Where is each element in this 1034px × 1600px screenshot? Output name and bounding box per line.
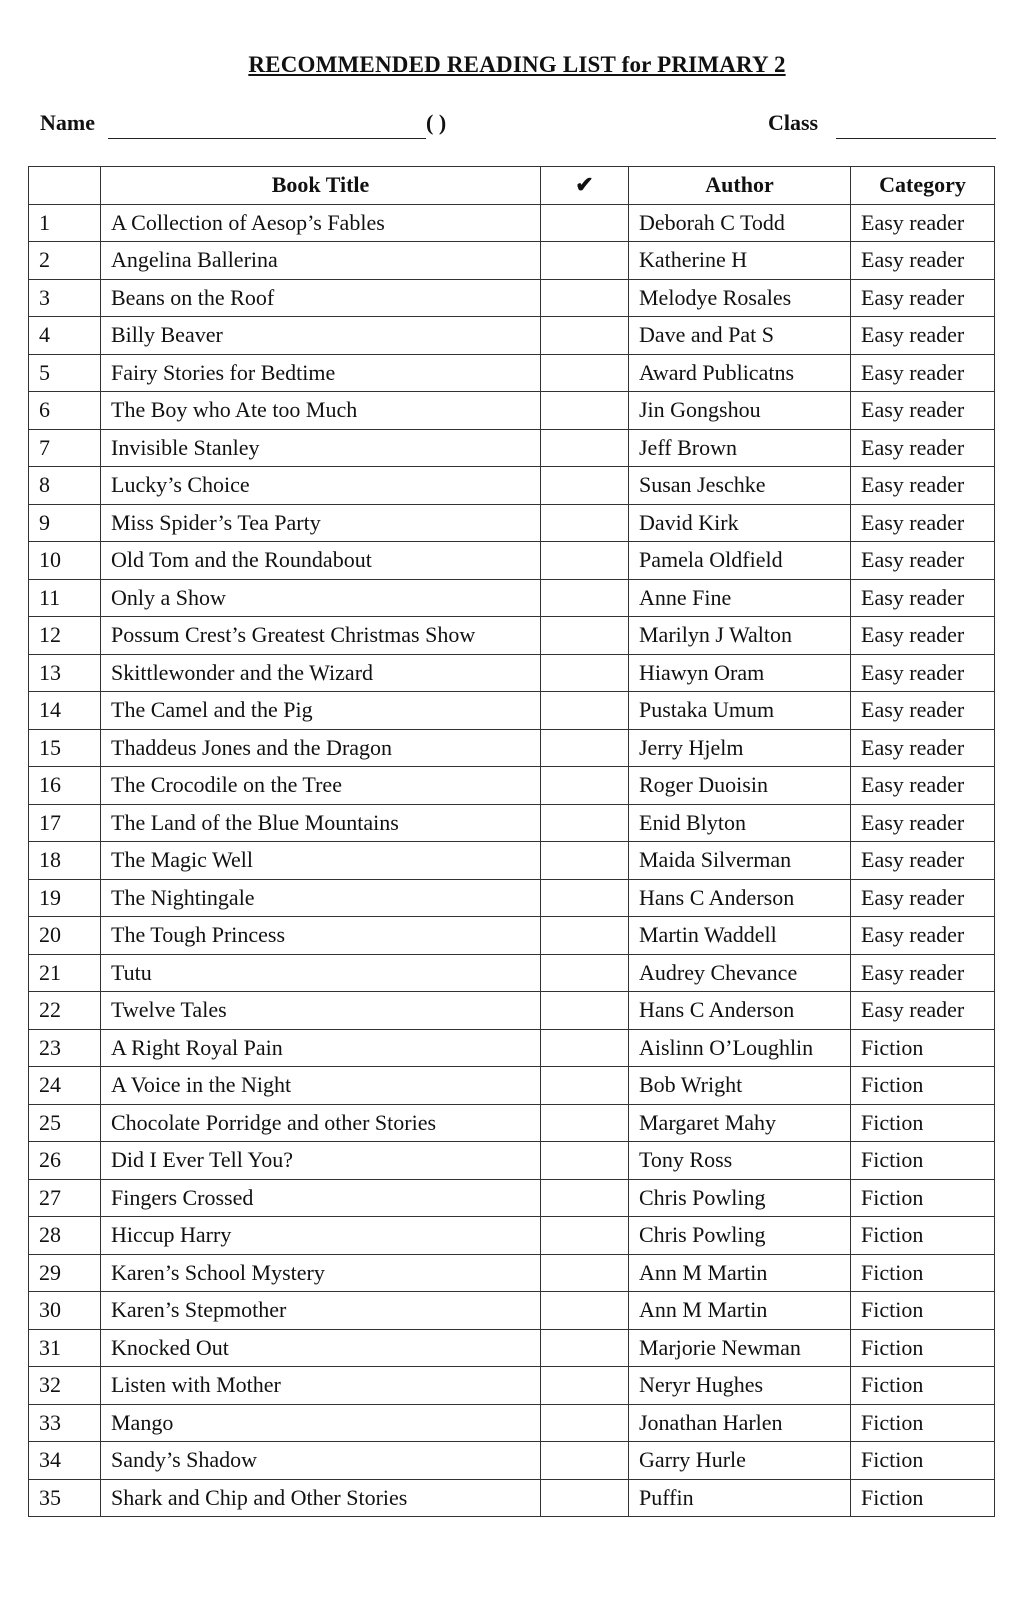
- table-row: [29, 542, 995, 580]
- category: Fiction: [851, 1142, 995, 1180]
- check-box[interactable]: [541, 1142, 629, 1180]
- category: Fiction: [851, 1292, 995, 1330]
- table-row: [29, 1104, 995, 1142]
- check-box[interactable]: [541, 1479, 629, 1517]
- row-number: 11: [29, 579, 101, 617]
- row-number: 22: [29, 992, 101, 1030]
- author-name: Garry Hurle: [629, 1442, 851, 1480]
- table-row: [29, 317, 995, 355]
- table-row: [29, 429, 995, 467]
- row-number: 17: [29, 804, 101, 842]
- category: Easy reader: [851, 317, 995, 355]
- check-box[interactable]: [541, 954, 629, 992]
- author-name: Anne Fine: [629, 579, 851, 617]
- author-name: Hans C Anderson: [629, 992, 851, 1030]
- row-number: 26: [29, 1142, 101, 1180]
- row-number: 2: [29, 242, 101, 280]
- category-header: Category: [851, 167, 995, 205]
- row-number: 19: [29, 879, 101, 917]
- check-box[interactable]: [541, 1029, 629, 1067]
- book-title: The Boy who Ate too Much: [101, 392, 541, 430]
- author-name: Chris Powling: [629, 1179, 851, 1217]
- book-title: Lucky’s Choice: [101, 467, 541, 505]
- category: Easy reader: [851, 392, 995, 430]
- table-row: [29, 1404, 995, 1442]
- author-name: Maida Silverman: [629, 842, 851, 880]
- author-name: Marjorie Newman: [629, 1329, 851, 1367]
- table-row: [29, 954, 995, 992]
- table-row: [29, 1029, 995, 1067]
- book-title: Chocolate Porridge and other Stories: [101, 1104, 541, 1142]
- author-name: Jerry Hjelm: [629, 729, 851, 767]
- book-title: Karen’s Stepmother: [101, 1292, 541, 1330]
- table-row: [29, 1329, 995, 1367]
- category: Easy reader: [851, 804, 995, 842]
- table-row: [29, 617, 995, 655]
- category: Easy reader: [851, 579, 995, 617]
- book-title: A Right Royal Pain: [101, 1029, 541, 1067]
- author-name: Aislinn O’Loughlin: [629, 1029, 851, 1067]
- table-row: [29, 467, 995, 505]
- table-row: [29, 842, 995, 880]
- row-number: 1: [29, 204, 101, 242]
- book-title: Listen with Mother: [101, 1367, 541, 1405]
- category: Easy reader: [851, 204, 995, 242]
- row-number: 5: [29, 354, 101, 392]
- row-number: 28: [29, 1217, 101, 1255]
- row-number: 35: [29, 1479, 101, 1517]
- row-number: 6: [29, 392, 101, 430]
- category: Easy reader: [851, 467, 995, 505]
- book-title: Karen’s School Mystery: [101, 1254, 541, 1292]
- check-box[interactable]: [541, 917, 629, 955]
- name-field[interactable]: [108, 138, 426, 139]
- category: Fiction: [851, 1067, 995, 1105]
- row-number: 20: [29, 917, 101, 955]
- table-row: [29, 917, 995, 955]
- check-box[interactable]: [541, 1292, 629, 1330]
- book-title: Thaddeus Jones and the Dragon: [101, 729, 541, 767]
- check-box[interactable]: [541, 1067, 629, 1105]
- author-name: Bob Wright: [629, 1067, 851, 1105]
- book-title: Only a Show: [101, 579, 541, 617]
- table-row: [29, 692, 995, 730]
- check-box[interactable]: [541, 1179, 629, 1217]
- row-number: 25: [29, 1104, 101, 1142]
- table-row: [29, 729, 995, 767]
- check-box[interactable]: [541, 279, 629, 317]
- check-box[interactable]: [541, 354, 629, 392]
- author-name: Martin Waddell: [629, 917, 851, 955]
- row-number: 34: [29, 1442, 101, 1480]
- row-number: 15: [29, 729, 101, 767]
- category: Easy reader: [851, 954, 995, 992]
- category: Easy reader: [851, 542, 995, 580]
- student-info-row: [40, 110, 1000, 142]
- author-name: Susan Jeschke: [629, 467, 851, 505]
- check-box[interactable]: [541, 542, 629, 580]
- book-title: The Land of the Blue Mountains: [101, 804, 541, 842]
- author-name: Hans C Anderson: [629, 879, 851, 917]
- check-box[interactable]: [541, 804, 629, 842]
- row-number: 12: [29, 617, 101, 655]
- category: Easy reader: [851, 617, 995, 655]
- table-row: [29, 354, 995, 392]
- check-box[interactable]: [541, 842, 629, 880]
- author-name: Pustaka Umum: [629, 692, 851, 730]
- row-number: 9: [29, 504, 101, 542]
- book-title: A Voice in the Night: [101, 1067, 541, 1105]
- author-name: Award Publicatns: [629, 354, 851, 392]
- book-title: The Nightingale: [101, 879, 541, 917]
- row-number: 3: [29, 279, 101, 317]
- category: Easy reader: [851, 692, 995, 730]
- author-name: Ann M Martin: [629, 1254, 851, 1292]
- check-box[interactable]: [541, 1367, 629, 1405]
- table-row: [29, 204, 995, 242]
- row-number: 16: [29, 767, 101, 805]
- author-name: Margaret Mahy: [629, 1104, 851, 1142]
- table-row: [29, 242, 995, 280]
- check-box[interactable]: [541, 467, 629, 505]
- page-title: RECOMMENDED READING LIST for PRIMARY 2: [248, 52, 786, 77]
- author-name: Chris Powling: [629, 1217, 851, 1255]
- category: Easy reader: [851, 654, 995, 692]
- row-number: 31: [29, 1329, 101, 1367]
- category: Easy reader: [851, 879, 995, 917]
- table-row: [29, 504, 995, 542]
- class-field[interactable]: [836, 138, 996, 139]
- category: Easy reader: [851, 842, 995, 880]
- author-name: Jonathan Harlen: [629, 1404, 851, 1442]
- row-number: 23: [29, 1029, 101, 1067]
- table-row: [29, 1067, 995, 1105]
- table-header-row: [29, 167, 995, 205]
- check-box[interactable]: [541, 579, 629, 617]
- table-row: [29, 879, 995, 917]
- table-row: [29, 1292, 995, 1330]
- check-box[interactable]: [541, 504, 629, 542]
- book-title: The Crocodile on the Tree: [101, 767, 541, 805]
- check-box[interactable]: [541, 204, 629, 242]
- author-name: Enid Blyton: [629, 804, 851, 842]
- category: Fiction: [851, 1367, 995, 1405]
- row-number: 4: [29, 317, 101, 355]
- author-name: Hiawyn Oram: [629, 654, 851, 692]
- author-header: Author: [629, 167, 851, 205]
- row-number: 10: [29, 542, 101, 580]
- row-number: 27: [29, 1179, 101, 1217]
- check-box[interactable]: [541, 1404, 629, 1442]
- book-title: Twelve Tales: [101, 992, 541, 1030]
- check-box[interactable]: [541, 1254, 629, 1292]
- table-row: [29, 804, 995, 842]
- category: Easy reader: [851, 917, 995, 955]
- author-name: Katherine H: [629, 242, 851, 280]
- category: Easy reader: [851, 429, 995, 467]
- book-title: Miss Spider’s Tea Party: [101, 504, 541, 542]
- number-header: [29, 167, 101, 205]
- row-number: 14: [29, 692, 101, 730]
- book-title: Shark and Chip and Other Stories: [101, 1479, 541, 1517]
- register-number-field[interactable]: ( ): [426, 110, 447, 135]
- author-name: Roger Duoisin: [629, 767, 851, 805]
- author-name: Tony Ross: [629, 1142, 851, 1180]
- category: Easy reader: [851, 767, 995, 805]
- author-name: Deborah C Todd: [629, 204, 851, 242]
- category: Fiction: [851, 1179, 995, 1217]
- row-number: 29: [29, 1254, 101, 1292]
- category: Fiction: [851, 1329, 995, 1367]
- check-box[interactable]: [541, 617, 629, 655]
- table-row: [29, 1367, 995, 1405]
- check-box[interactable]: [541, 429, 629, 467]
- book-title: Invisible Stanley: [101, 429, 541, 467]
- row-number: 30: [29, 1292, 101, 1330]
- book-title: The Camel and the Pig: [101, 692, 541, 730]
- row-number: 33: [29, 1404, 101, 1442]
- row-number: 32: [29, 1367, 101, 1405]
- author-name: Jin Gongshou: [629, 392, 851, 430]
- book-title: Knocked Out: [101, 1329, 541, 1367]
- book-title: The Magic Well: [101, 842, 541, 880]
- author-name: Ann M Martin: [629, 1292, 851, 1330]
- author-name: Marilyn J Walton: [629, 617, 851, 655]
- check-box[interactable]: [541, 242, 629, 280]
- book-title: Possum Crest’s Greatest Christmas Show: [101, 617, 541, 655]
- author-name: Jeff Brown: [629, 429, 851, 467]
- table-row: [29, 1442, 995, 1480]
- category: Easy reader: [851, 354, 995, 392]
- category: Fiction: [851, 1217, 995, 1255]
- check-box[interactable]: [541, 692, 629, 730]
- author-name: Puffin: [629, 1479, 851, 1517]
- check-box[interactable]: [541, 1217, 629, 1255]
- table-row: [29, 1142, 995, 1180]
- table-row: [29, 654, 995, 692]
- book-title: The Tough Princess: [101, 917, 541, 955]
- book-title: Fairy Stories for Bedtime: [101, 354, 541, 392]
- table-row: [29, 992, 995, 1030]
- row-number: 24: [29, 1067, 101, 1105]
- category: Fiction: [851, 1029, 995, 1067]
- name-label: Name: [40, 110, 95, 135]
- check-box[interactable]: [541, 767, 629, 805]
- book-title: Tutu: [101, 954, 541, 992]
- author-name: Audrey Chevance: [629, 954, 851, 992]
- book-title: Fingers Crossed: [101, 1179, 541, 1217]
- author-name: David Kirk: [629, 504, 851, 542]
- book-title: Billy Beaver: [101, 317, 541, 355]
- book-title: A Collection of Aesop’s Fables: [101, 204, 541, 242]
- table-row: [29, 1179, 995, 1217]
- row-number: 18: [29, 842, 101, 880]
- category: Fiction: [851, 1104, 995, 1142]
- category: Fiction: [851, 1404, 995, 1442]
- table-row: [29, 279, 995, 317]
- table-row: [29, 392, 995, 430]
- check-box[interactable]: [541, 1104, 629, 1142]
- author-name: Neryr Hughes: [629, 1367, 851, 1405]
- table-row: [29, 579, 995, 617]
- category: Fiction: [851, 1442, 995, 1480]
- book-title: Angelina Ballerina: [101, 242, 541, 280]
- author-name: Dave and Pat S: [629, 317, 851, 355]
- book-title: Hiccup Harry: [101, 1217, 541, 1255]
- category: Easy reader: [851, 242, 995, 280]
- check-box[interactable]: [541, 1442, 629, 1480]
- check-box[interactable]: [541, 729, 629, 767]
- table-row: [29, 767, 995, 805]
- category: Easy reader: [851, 504, 995, 542]
- row-number: 13: [29, 654, 101, 692]
- book-title: Did I Ever Tell You?: [101, 1142, 541, 1180]
- book-title: Mango: [101, 1404, 541, 1442]
- category: Fiction: [851, 1479, 995, 1517]
- row-number: 7: [29, 429, 101, 467]
- category: Easy reader: [851, 992, 995, 1030]
- check-box[interactable]: [541, 1329, 629, 1367]
- check-box[interactable]: [541, 392, 629, 430]
- row-number: 21: [29, 954, 101, 992]
- reading-list-table: [28, 166, 995, 1517]
- check-box[interactable]: [541, 879, 629, 917]
- check-box[interactable]: [541, 654, 629, 692]
- book-title: Sandy’s Shadow: [101, 1442, 541, 1480]
- table-row: [29, 1479, 995, 1517]
- check-box[interactable]: [541, 992, 629, 1030]
- row-number: 8: [29, 467, 101, 505]
- book-title: Skittlewonder and the Wizard: [101, 654, 541, 692]
- class-label: Class: [768, 110, 819, 135]
- category: Easy reader: [851, 729, 995, 767]
- book-title-header: Book Title: [101, 167, 541, 205]
- book-title: Old Tom and the Roundabout: [101, 542, 541, 580]
- check-header-icon: ✔: [541, 167, 629, 205]
- author-name: Pamela Oldfield: [629, 542, 851, 580]
- category: Fiction: [851, 1254, 995, 1292]
- table-row: [29, 1217, 995, 1255]
- check-box[interactable]: [541, 317, 629, 355]
- category: Easy reader: [851, 279, 995, 317]
- author-name: Melodye Rosales: [629, 279, 851, 317]
- book-title: Beans on the Roof: [101, 279, 541, 317]
- table-row: [29, 1254, 995, 1292]
